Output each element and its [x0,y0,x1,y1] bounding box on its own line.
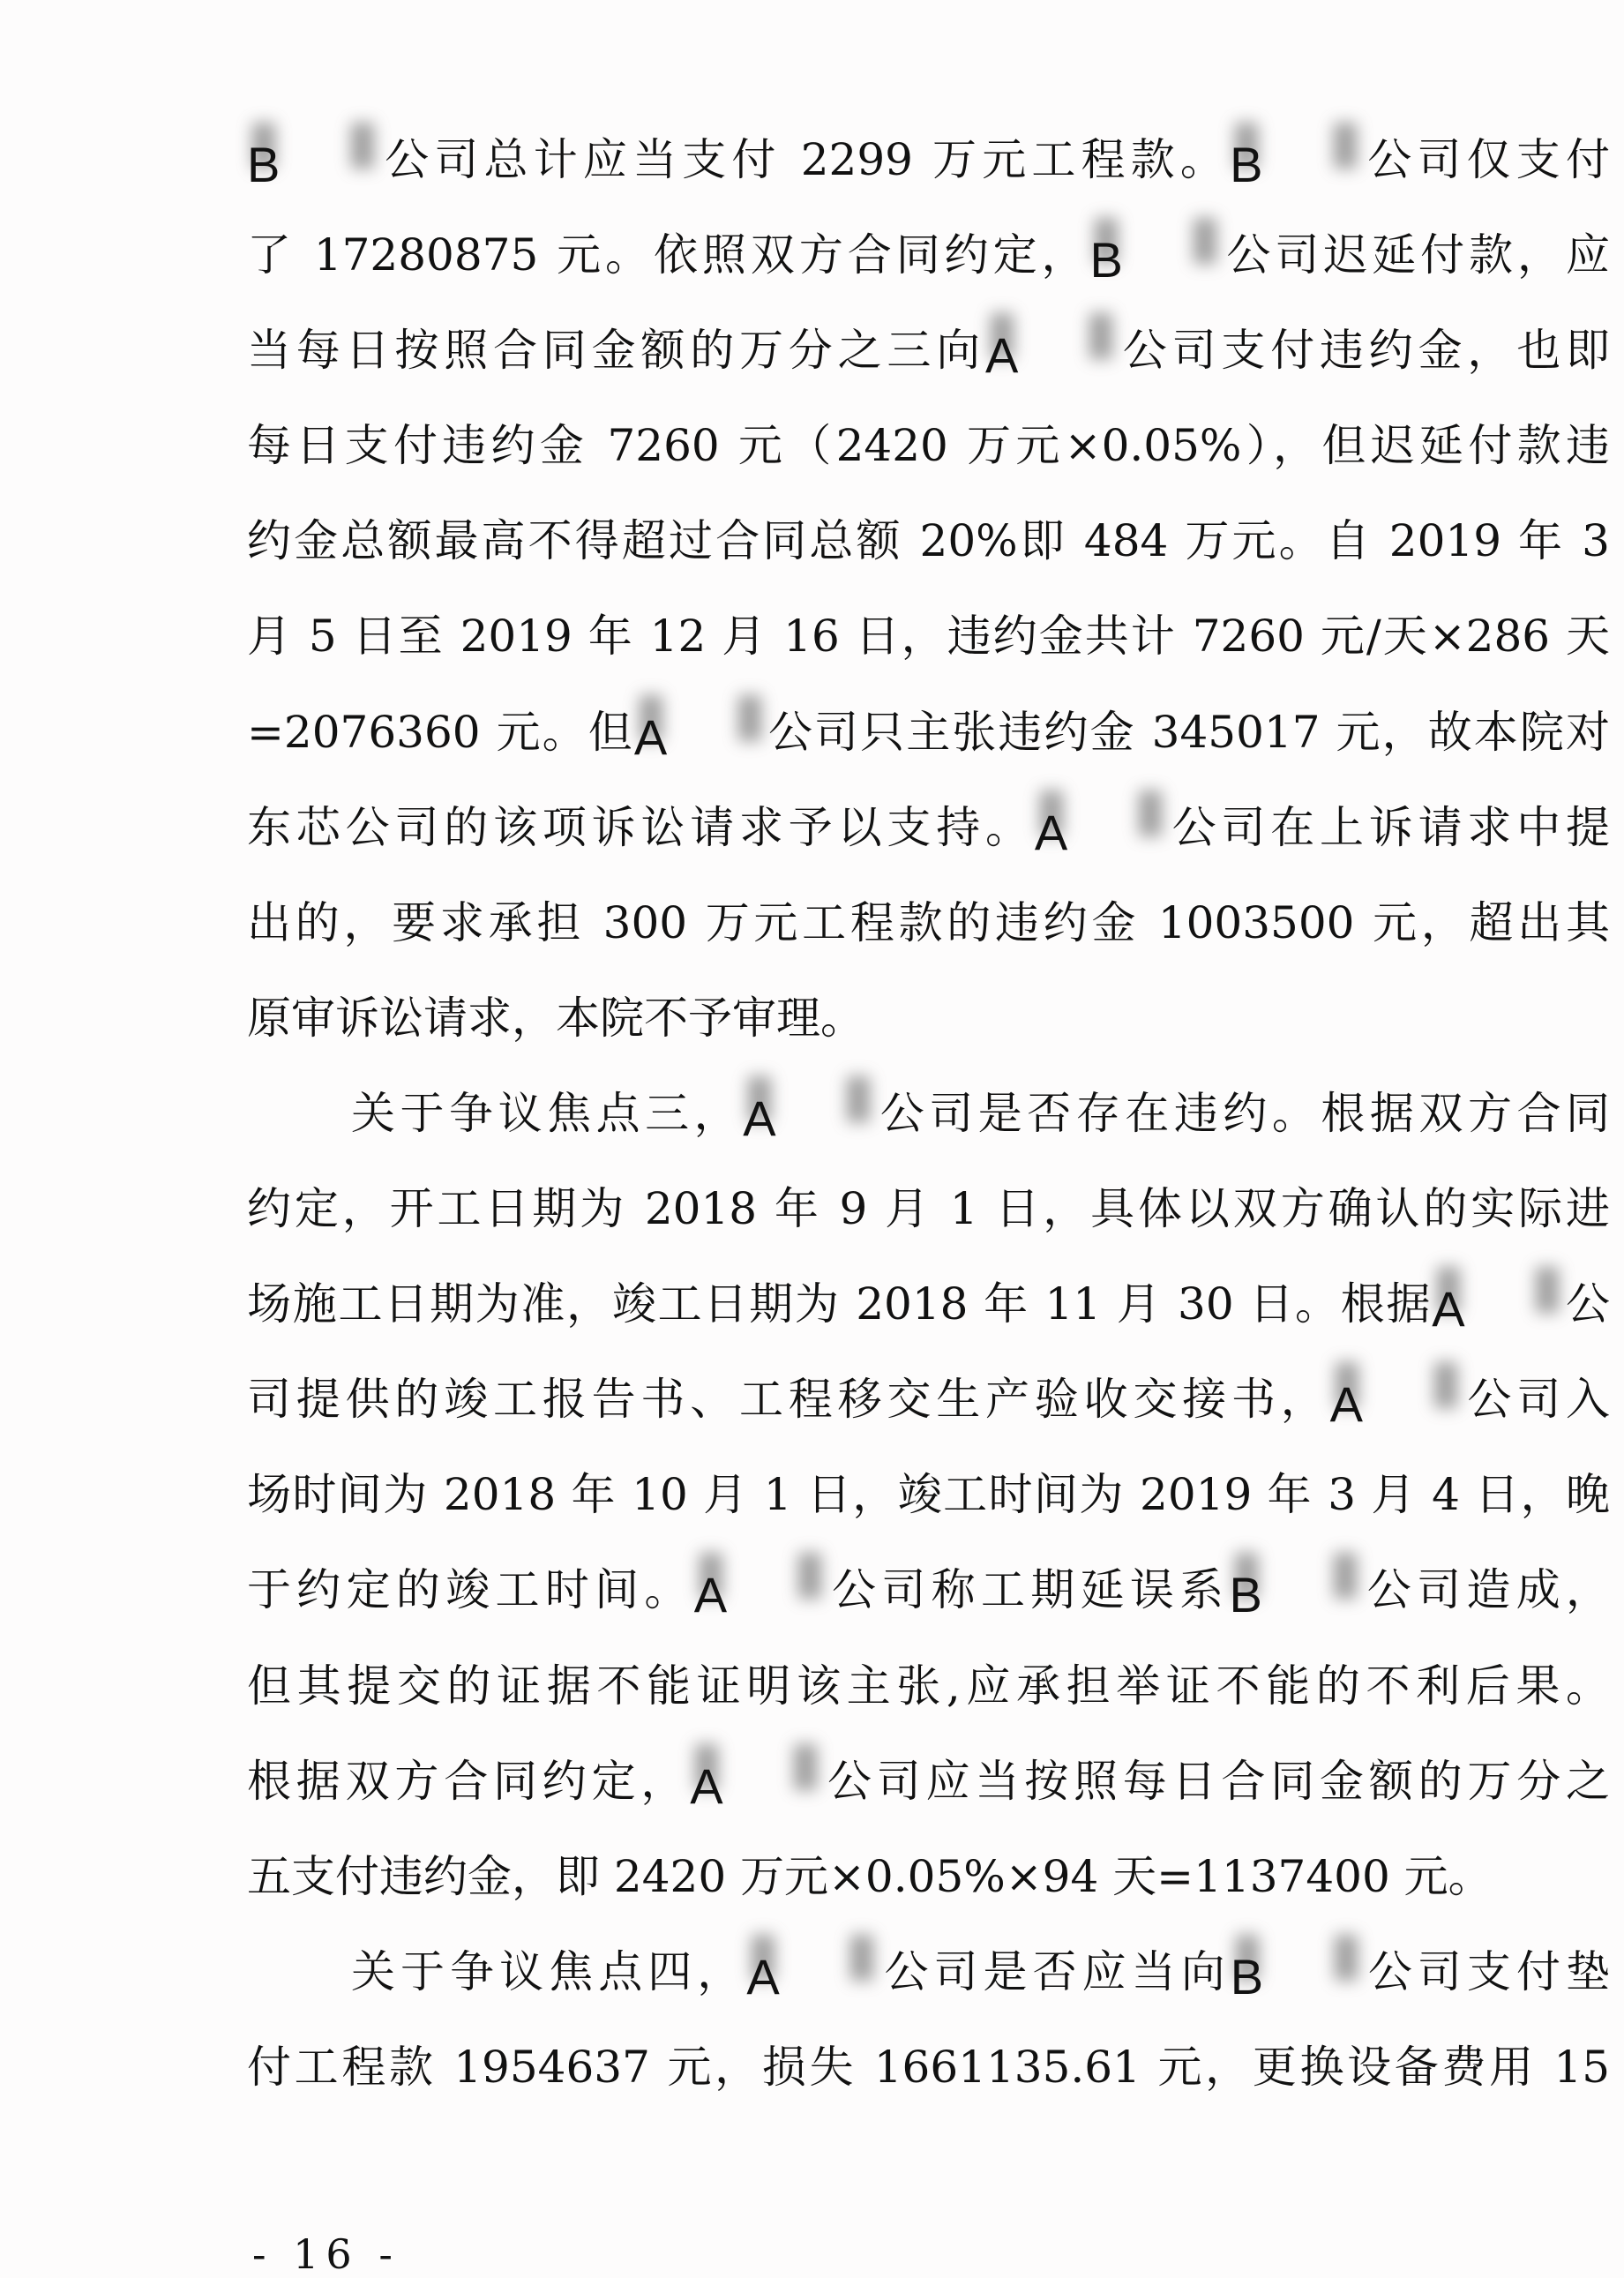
text-line [247,112,1610,207]
text-segment: 每日支付违约金 7260 元（2420 万元×0.05%），但迟延付款违 [247,420,1610,472]
text-segment: 公司是否应当向 [879,1945,1231,1997]
text-segment: 公司在上诉请求中提 [1166,801,1611,853]
redaction-label: B [247,137,281,192]
text-segment: 公司仅支付 [1362,134,1610,185]
text-segment: 公司只主张违约金 345017 元，故本院对 [766,706,1610,758]
redacted-company-name [693,1549,827,1623]
redacted-company-name [743,1073,875,1146]
text-line [247,1447,1610,1542]
redacted-company-name [985,310,1118,384]
redaction-label: A [985,327,1019,384]
redacted-company-name [1432,1263,1564,1338]
redacted-company-name [1329,1359,1463,1433]
text-line [247,1256,1610,1352]
text-line [247,1352,1610,1447]
text-segment: 公司支付垫 [1362,1945,1611,1997]
text-segment: 了 17280875 元。依照双方合同约定， [247,229,1090,281]
text-line [247,1734,1610,1829]
text-segment: 但其提交的证据不能证明该主张,应承担举证不能的不利后果。 [247,1660,1610,1712]
redacted-company-name [247,119,379,192]
text-line [247,588,1610,684]
text-segment: 公司应当按照每日合同金额的万分之 [822,1755,1611,1807]
text-segment: 场施工日期为准，竣工日期为 2018 年 11 月 30 日。根据 [247,1278,1433,1330]
redacted-company-name [1089,214,1222,288]
text-line [247,1542,1610,1637]
text-segment: 当每日按照合同金额的万分之三向 [247,325,985,377]
text-line [247,1829,1610,1924]
text-line [247,970,1610,1066]
text-line [247,303,1610,398]
text-segment: 根据双方合同约定， [247,1755,691,1807]
text-segment: 公司总计应当支付 2299 万元工程款。 [379,134,1231,185]
text-segment: 公司造成， [1361,1564,1611,1616]
redaction-label: A [746,1948,780,2004]
text-segment: 出的，要求承担 300 万元工程款的违约金 1003500 元，超出其 [247,896,1610,948]
document-body [247,112,1610,2115]
text-line [247,398,1610,493]
text-segment: 公 [1564,1278,1611,1330]
text-segment: 公司迟延付款，应 [1222,229,1611,281]
redacted-company-name [746,1931,879,2004]
redaction-label: A [743,1090,776,1146]
redaction-label: B [1230,1948,1264,2004]
text-segment: 付工程款 1954637 元，损失 1661135.61 元，更换设备费用 15 [247,2041,1610,2093]
text-line [247,493,1610,588]
redaction-label: A [693,1567,728,1623]
text-segment: 原审诉讼请求，本院不予审理。 [247,992,864,1044]
page-number: - 16 - [252,2230,400,2278]
text-segment: 司提供的竣工报告书、工程移交生产验收交接书， [247,1374,1330,1426]
text-line [247,875,1610,970]
redaction-label: A [1034,804,1068,860]
text-segment: 公司是否存在违约。根据双方合同 [875,1087,1611,1139]
text-line [247,685,1610,780]
text-segment: 场时间为 2018 年 10 月 1 日，竣工时间为 2019 年 3 月 4 日，晚 [247,1469,1610,1521]
redacted-company-name [690,1741,822,1814]
redacted-company-name [1229,1549,1362,1623]
text-segment: 约金总额最高不得超过合同总额 20%即 484 万元。自 2019 年 3 [247,515,1610,567]
text-segment: 东芯公司的该项诉讼请求予以支持。 [247,801,1035,853]
text-segment: 月 5 日至 2019 年 12 月 16 日，违约金共计 7260 元/天×286 天 [247,611,1610,663]
redacted-company-name [633,692,767,765]
text-line [247,1924,1610,2019]
text-segment: 于约定的竣工时间。 [247,1564,694,1616]
text-segment: 公司支付违约金，也即 [1118,325,1610,377]
text-line [247,780,1610,875]
redaction-label: A [690,1757,723,1814]
text-line [247,1638,1610,1734]
redacted-company-name [1230,119,1362,192]
text-line [247,207,1610,303]
text-segment: 五支付违约金，即 2420 万元×0.05%×94 天=1137400 元。 [247,1850,1493,1902]
text-segment: 约定，开工日期为 2018 年 9 月 1 日，具体以双方确认的实际进 [247,1183,1610,1235]
text-line [247,1066,1610,1161]
text-segment: 公司称工期延误系 [826,1564,1230,1616]
redaction-label: A [1329,1376,1363,1433]
redaction-label: A [1432,1281,1465,1338]
text-segment: =2076360 元。但 [247,706,634,758]
text-line [247,1161,1610,1256]
redacted-company-name [1230,1931,1363,2004]
redacted-company-name [1034,787,1167,860]
redaction-label: B [1229,1567,1262,1623]
redaction-label: B [1230,137,1263,192]
text-segment: 公司入 [1462,1374,1611,1426]
redaction-label: B [1089,232,1123,288]
text-segment: 关于争议焦点三， [351,1087,744,1139]
text-line [247,2019,1610,2115]
text-segment: 关于争议焦点四， [351,1945,747,1997]
redaction-label: A [633,708,668,765]
